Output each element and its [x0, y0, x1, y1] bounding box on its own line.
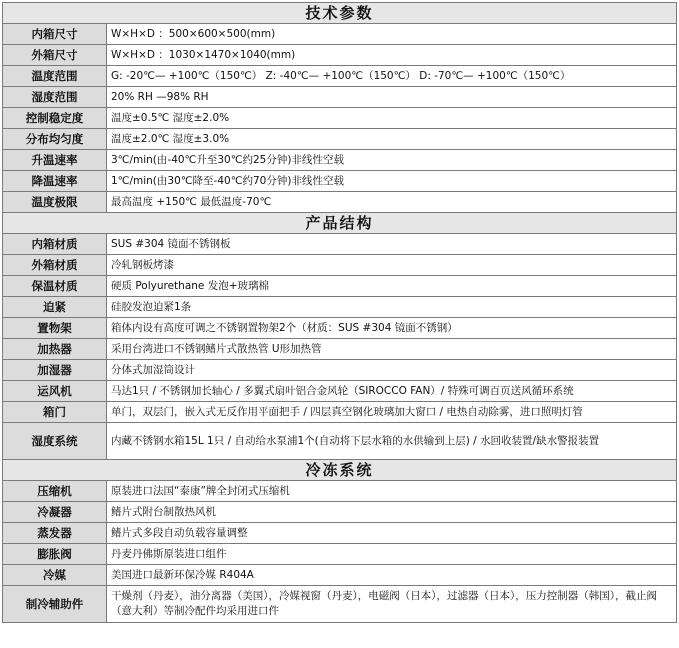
row-label: 加湿器 [3, 360, 107, 381]
section-title: 冷冻系统 [3, 460, 677, 481]
row-label: 内箱尺寸 [3, 24, 107, 45]
spec-row-humidity-system [3, 423, 677, 460]
row-label: 湿度范围 [3, 87, 107, 108]
row-label: 保温材质 [3, 276, 107, 297]
row-value: 丹麦丹佛斯原装进口组件 [107, 544, 677, 565]
row-value: 马达1只 / 不锈钢加长轴心 / 多翼式扇叶铝合金风轮（SIROCCO FAN）/ 特殊可调百页送风循环系统 [107, 381, 677, 402]
row-label: 加热器 [3, 339, 107, 360]
row-value: 温度±2.0℃ 湿度±3.0% [107, 129, 677, 150]
spec-table [2, 2, 677, 623]
row-value: 硬质 Polyurethane 发泡+玻璃棉 [107, 276, 677, 297]
section-header-product-structure [3, 213, 677, 234]
row-value: 3℃/min(由-40℃升至30℃约25分钟)非线性空载 [107, 150, 677, 171]
row-value: 鳍片式多段自动负载容量调整 [107, 523, 677, 544]
row-value: W×H×D ：1030×1470×1040(mm) [107, 45, 677, 66]
row-label: 内箱材质 [3, 234, 107, 255]
row-value: 20% RH —98% RH [107, 87, 677, 108]
row-value: 箱体内设有高度可调之不锈钢置物架2个（材质：SUS #304 镜面不锈钢） [107, 318, 677, 339]
row-value: G: -20℃— +100℃（150℃） Z: -40℃— +100℃（150℃） D: -70℃— +100℃（150℃） [107, 66, 677, 87]
row-label: 膨胀阀 [3, 544, 107, 565]
spec-row-outer-size [3, 45, 677, 66]
row-label: 压缩机 [3, 481, 107, 502]
row-value: W×H×D ：500×600×500(mm) [107, 24, 677, 45]
spec-row-evaporator [3, 523, 677, 544]
row-label: 蒸发器 [3, 523, 107, 544]
spec-row-uniformity [3, 129, 677, 150]
spec-row-door [3, 402, 677, 423]
row-label: 外箱尺寸 [3, 45, 107, 66]
row-value: 内藏不锈钢水箱15L 1只 / 自动给水泵浦1个(自动将下层水箱的水供输到上层) / 水回收装置/缺水警报装置 [107, 423, 677, 460]
row-label: 分布均匀度 [3, 129, 107, 150]
row-label: 迫紧 [3, 297, 107, 318]
row-label: 冷凝器 [3, 502, 107, 523]
row-value: 单门，双层门，嵌入式无反作用平面把手 / 四层真空钢化玻璃加大窗口 / 电热自动除雾，进口照明灯管 [107, 402, 677, 423]
spec-row-shelf [3, 318, 677, 339]
row-value: 冷轧钢板烤漆 [107, 255, 677, 276]
row-value: 美国进口最新环保冷媒 R404A [107, 565, 677, 586]
spec-row-stability [3, 108, 677, 129]
spec-row-insulation [3, 276, 677, 297]
spec-row-condenser [3, 502, 677, 523]
spec-row-temp-limit [3, 192, 677, 213]
row-label: 外箱材质 [3, 255, 107, 276]
row-label: 制冷辅助件 [3, 586, 107, 623]
spec-row-refrigeration-parts [3, 586, 677, 623]
spec-row-heating-rate [3, 150, 677, 171]
row-label: 箱门 [3, 402, 107, 423]
spec-row-expansion-valve [3, 544, 677, 565]
row-label: 运风机 [3, 381, 107, 402]
row-label: 升温速率 [3, 150, 107, 171]
spec-row-humidity-range [3, 87, 677, 108]
row-value: SUS #304 镜面不锈钢板 [107, 234, 677, 255]
row-value: 1℃/min(由30℃降至-40℃约70分钟)非线性空载 [107, 171, 677, 192]
spec-row-cooling-rate [3, 171, 677, 192]
spec-row-temp-range [3, 66, 677, 87]
row-label: 湿度系统 [3, 423, 107, 460]
spec-row-humidifier [3, 360, 677, 381]
row-value: 分体式加湿筒设计 [107, 360, 677, 381]
spec-row-refrigerant [3, 565, 677, 586]
row-value: 温度±0.5℃ 湿度±2.0% [107, 108, 677, 129]
row-label: 降温速率 [3, 171, 107, 192]
row-label: 温度极限 [3, 192, 107, 213]
row-value: 采用台湾进口不锈钢鳍片式散热管 U形加热管 [107, 339, 677, 360]
spec-row-outer-material [3, 255, 677, 276]
row-label: 温度范围 [3, 66, 107, 87]
row-value: 最高温度 +150℃ 最低温度-70℃ [107, 192, 677, 213]
row-label: 控制稳定度 [3, 108, 107, 129]
spec-row-inner-material [3, 234, 677, 255]
row-value: 干燥剂（丹麦），油分离器（美国），冷媒视窗（丹麦），电磁阀（日本），过滤器（日本），压力控制器（韩国），截止阀（意大利）等制冷配件均采用进口件 [107, 586, 677, 623]
spec-row-fan [3, 381, 677, 402]
spec-row-heater [3, 339, 677, 360]
row-label: 置物架 [3, 318, 107, 339]
section-title: 技术参数 [3, 3, 677, 24]
spec-row-inner-size [3, 24, 677, 45]
section-title: 产品结构 [3, 213, 677, 234]
row-value: 硅胶发泡迫紧1条 [107, 297, 677, 318]
spec-row-seal [3, 297, 677, 318]
section-header-tech-params [3, 3, 677, 24]
spec-row-compressor [3, 481, 677, 502]
row-value: 鳍片式附台制散热风机 [107, 502, 677, 523]
section-header-refrigeration [3, 460, 677, 481]
row-value: 原装进口法国“泰康”牌全封闭式压缩机 [107, 481, 677, 502]
row-label: 冷媒 [3, 565, 107, 586]
